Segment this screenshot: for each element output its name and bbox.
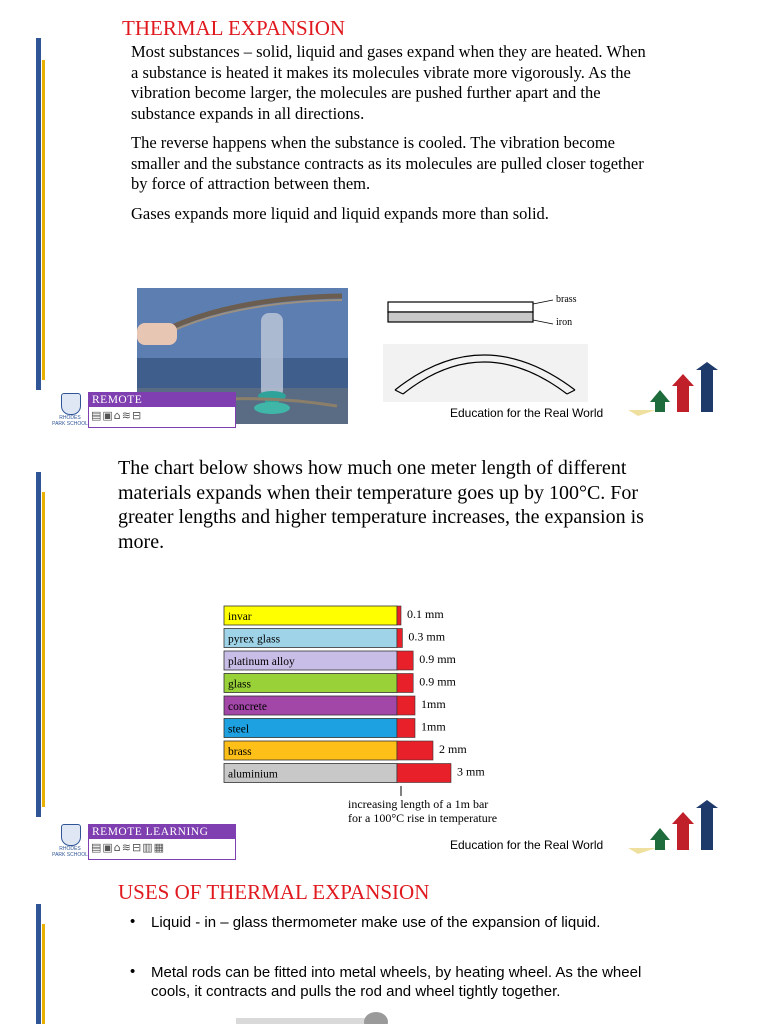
chart-intro: The chart below shows how much one meter length of different materials expands when their temperature goes up by 100°C. For greater lengths and higher temperature increases, the expansion is more. <box>118 457 644 553</box>
slide-accent-line <box>42 924 45 1024</box>
use-thermometer: Liquid - in – glass thermometer make use of the expansion of liquid. <box>151 914 601 931</box>
category-label: steel <box>228 723 250 736</box>
category-label: pyrex glass <box>228 633 281 646</box>
value-label: 0.3 mm <box>408 629 446 644</box>
expansion-bar-chart <box>220 602 550 832</box>
slide-accent-line <box>42 492 45 807</box>
value-label: 0.9 mm <box>419 652 456 666</box>
device-icons: ▤▣⌂≋⊟▥▦ <box>91 841 165 854</box>
growth-arrows-icon <box>628 800 720 856</box>
use-metal-rods: Metal rods can be fitted into metal wheels, by heating wheel. As the wheel cools, it contracts and pulls the rod and wheel tightly together. <box>151 964 642 1000</box>
slide-uses-thermal-expansion <box>0 860 768 1024</box>
chart-caption-line2: for a 100°C rise in temperature <box>348 811 498 825</box>
value-bar <box>397 651 413 670</box>
school-crest-icon <box>61 824 81 846</box>
value-bar <box>397 741 433 760</box>
category-label: platinum alloy <box>228 656 295 668</box>
value-bar <box>397 629 402 648</box>
value-label: 1mm <box>421 719 446 734</box>
value-label: 0.9 mm <box>419 674 456 689</box>
school-name: RHODES PARK SCHOOL <box>52 415 88 427</box>
slide-accent-bar <box>36 38 41 390</box>
label-iron: iron <box>556 317 573 328</box>
badge-title: REMOTE LEARNING <box>89 825 235 839</box>
slide-thermal-expansion <box>0 0 768 440</box>
value-label: 3 mm <box>457 764 485 779</box>
slide-accent-line <box>42 60 45 380</box>
category-label: invar <box>228 611 252 623</box>
badge-title: REMOTE <box>89 393 235 407</box>
wheel-rod-image <box>236 1010 396 1024</box>
value-label: 0.1 mm <box>407 607 444 621</box>
value-label: 1mm <box>421 697 446 711</box>
value-bar <box>397 674 413 693</box>
slide-expansion-chart <box>0 440 768 860</box>
remote-learning-badge <box>88 392 236 428</box>
slide-title: USES OF THERMAL EXPANSION <box>118 880 430 904</box>
bullet-marker: • <box>130 913 136 930</box>
value-bar <box>397 719 415 738</box>
chart-caption-line1: increasing length of a 1m bar <box>348 797 489 811</box>
device-icons: ▤▣⌂≋⊟ <box>91 409 143 422</box>
category-label: concrete <box>228 701 267 713</box>
remote-learning-badge <box>88 824 236 860</box>
value-bar <box>397 696 415 715</box>
value-bar <box>397 606 401 625</box>
category-label: aluminium <box>228 768 278 781</box>
slide-title: THERMAL EXPANSION <box>122 16 346 40</box>
bullet-marker: • <box>130 963 136 980</box>
paragraph-contraction: The reverse happens when the substance is cooled. The vibration become smaller and the substance contracts as its molecules are pulled closer together by force of attraction between them. <box>131 133 644 193</box>
slide-accent-bar <box>36 472 41 817</box>
growth-arrows-icon <box>628 362 720 418</box>
slide-accent-bar <box>36 904 41 1024</box>
school-crest-icon <box>61 393 81 415</box>
value-bar <box>397 764 451 783</box>
label-brass: brass <box>556 294 577 305</box>
footer-tagline: Education for the Real World <box>450 838 604 852</box>
category-label: brass <box>228 746 252 758</box>
paragraph-expansion: Most substances – solid, liquid and gases expand when they are heated. When a substance is heated it makes its molecules vibrate more vigorously. As the vibration become larger, the molecules are pushed further apart and the substance expands in all directions. <box>131 42 646 123</box>
paragraph-gases: Gases expands more liquid and liquid expands more than solid. <box>131 204 549 223</box>
category-box <box>224 719 397 738</box>
footer-tagline: Education for the Real World <box>450 406 604 420</box>
school-name: RHODES PARK SCHOOL <box>52 846 88 858</box>
value-label: 2 mm <box>439 742 467 756</box>
bimetal-strip-diagram <box>383 290 603 402</box>
category-label: glass <box>228 678 251 691</box>
